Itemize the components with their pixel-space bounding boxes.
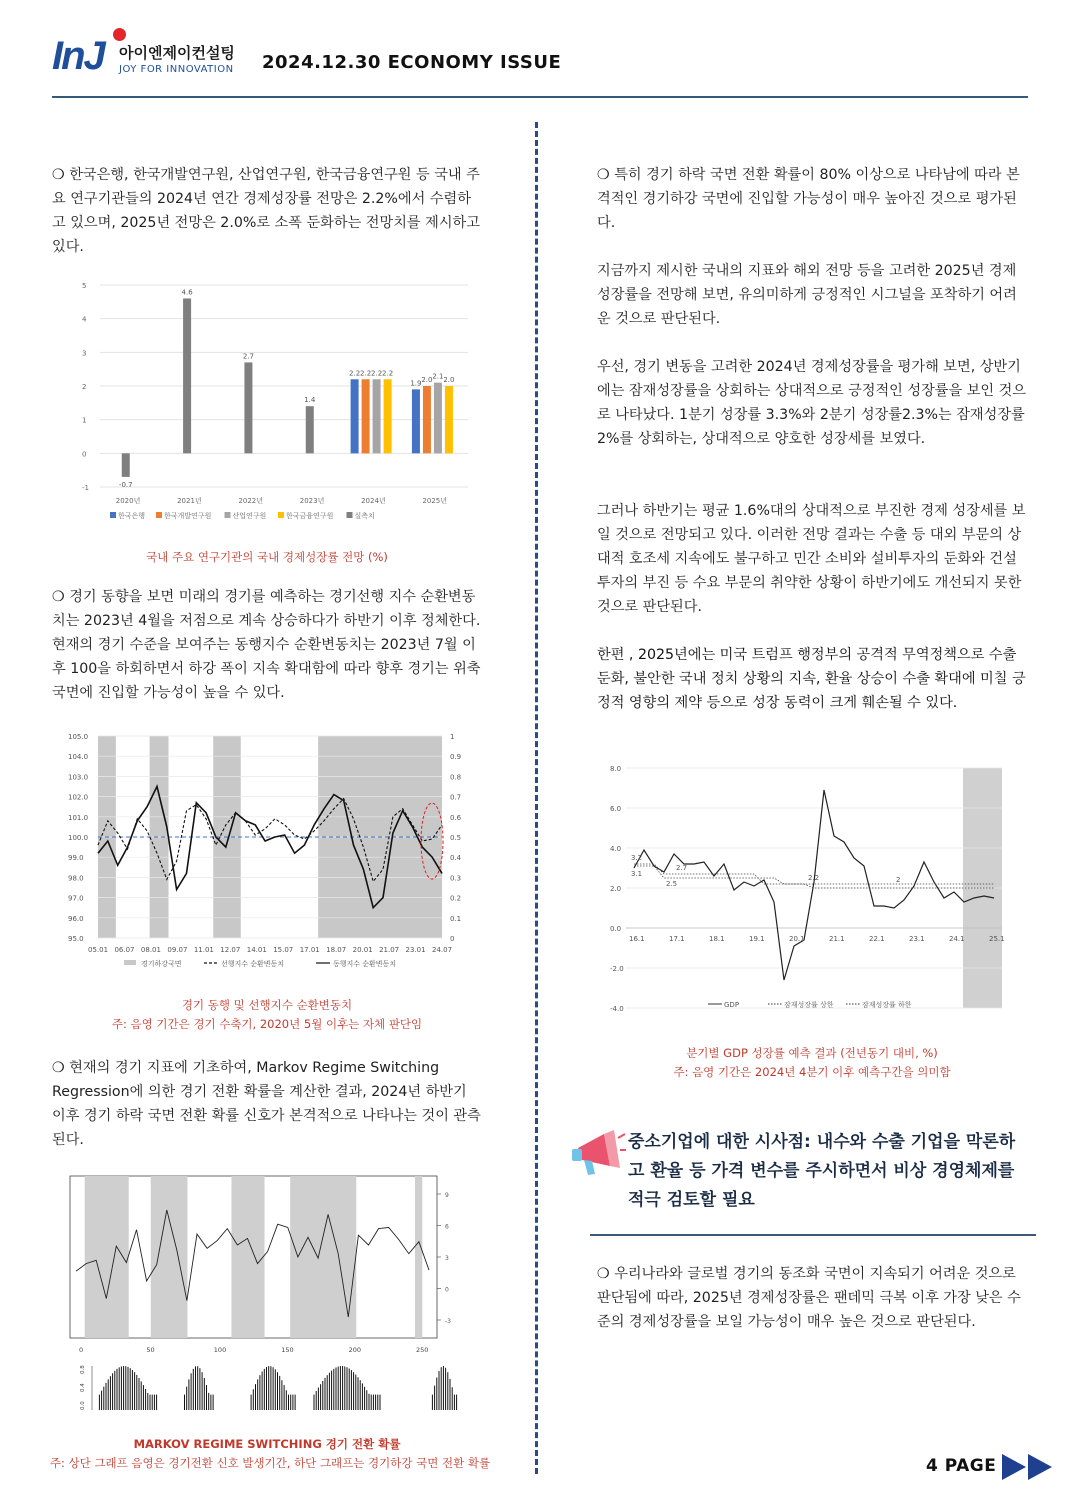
chart4-y-tick: 2.0 (610, 885, 622, 893)
right-paragraph-6: ❍ 우리나라와 글로벌 경기의 동조화 국면이 지속되기 어려운 것으로 판단됨에 따라, 2025년 경제성장률은 팬데믹 극복 이후 가장 낮은 수준의 경제성장률을 보일 가능성이 매우 높은 것으로 판단된다. (597, 1266, 1021, 1330)
chart1-y-tick: 2 (82, 383, 87, 391)
header-divider (52, 96, 1028, 98)
chart1-legend-label: 한국은행 (118, 512, 146, 520)
chart1-bar (183, 298, 191, 453)
right-paragraph-3: 우선, 경기 변동을 고려한 2024년 경제성장률을 평가해 보면, 상반기에는 잠재성장률을 상회하는 상대적으로 긍정적인 성장률을 보인 것으로 나타났다. 1분기 성장률 3.3%와 2분기 성장률2.3%는 잠재성장률 2%를 상회하는, 상대적으로 양호한 성장세를 보였다. (597, 359, 1027, 447)
chart1-bar (122, 453, 130, 477)
chart2-legend-label: 경기하강국면 (141, 960, 182, 968)
chart2-y-right-tick: 0 (450, 935, 455, 943)
chart2-legend (124, 959, 396, 968)
chart2-x-tick: 09.07 (167, 946, 188, 954)
chart1-y-tick: 1 (82, 416, 87, 425)
chart2-x-tick: 24.07 (432, 946, 453, 954)
chart2-y-right-tick: 1 (450, 733, 455, 741)
chart2-y-left-tick: 98.0 (68, 874, 84, 883)
chart2-x-tick: 06.07 (114, 946, 135, 954)
page-number: 4 PAGE (926, 1456, 997, 1476)
chart1-bar (384, 379, 392, 453)
chart1-legend-label: 실측치 (354, 512, 375, 520)
chart4-y-tick: 8.0 (610, 765, 622, 773)
chart1-legend-swatch (156, 512, 162, 518)
company-logo: InJ (52, 34, 104, 78)
growth-forecast-bar-chart (70, 275, 470, 525)
chart2-y-right-tick: 0.6 (450, 813, 462, 822)
markov-y-tick: 6 (445, 1223, 449, 1231)
chart1-data-label: 2.2 (360, 369, 372, 378)
chart1-legend-label: 한국금융연구원 (286, 512, 334, 520)
chart1-y-tick: -1 (82, 484, 89, 492)
chart2-x-tick: 20.01 (352, 946, 373, 954)
chart2-y-left-tick: 95.0 (68, 935, 84, 943)
chart2-y-left-tick: 96.0 (68, 914, 84, 923)
markov-signal-band (231, 1176, 264, 1338)
chart4-legend-label: GDP (724, 1001, 740, 1009)
chart2-y-left-tick: 105.0 (68, 733, 89, 741)
chart2-legend-label: 동행지수 순환변동치 (333, 960, 397, 968)
chart2-caption-title: 경기 동행 및 선행지수 순환변동치 (181, 998, 353, 1012)
right-paragraph-1: ❍ 특히 경기 하락 국면 전환 확률이 80% 이상으로 나타남에 따라 본격적인 경기하강 국면에 진입할 가능성이 매우 높아진 것으로 평가된다. (597, 167, 1020, 231)
chart2-x-tick: 12.07 (220, 946, 241, 954)
markov-regime-chart (62, 1170, 470, 1418)
chart4-y-tick: 0.0 (610, 925, 622, 933)
chart4-y-tick: -2.0 (610, 965, 624, 973)
chart1-data-label: -0.7 (118, 480, 133, 489)
chart2-x-tick: 18.07 (326, 946, 347, 954)
chart1-data-label: 2.0 (421, 376, 433, 384)
chart4-caption-note: 주: 음영 기간은 2024년 4분기 이후 예측구간을 의미함 (673, 1065, 951, 1079)
markov-bottom-y-tick: 0.4 (80, 1383, 86, 1392)
left-paragraph-1: ❍ 한국은행, 한국개발연구원, 산업연구원, 한국금융연구원 등 국내 주요 연구기관들의 2024년 연간 경제성장률 전망은 2.2%에서 수렴하고 있으며, 2025년 전망은 2.0%로 소폭 둔화하는 전망치를 제시하고 있다. (52, 167, 480, 255)
chart2-y-right-tick: 0.5 (450, 834, 462, 842)
chart2-y-right-tick: 0.3 (450, 874, 462, 883)
markov-x-tick: 50 (146, 1346, 155, 1354)
next-page-arrows-icon[interactable] (1002, 1452, 1054, 1482)
chart1-legend-swatch (347, 512, 353, 518)
chart2-y-left-tick: 99.0 (68, 854, 84, 863)
chart1-data-label: 1.9 (410, 379, 422, 388)
company-slogan: JOY FOR INNOVATION (119, 64, 234, 75)
chart1-legend-label: 산업연구원 (232, 512, 267, 520)
chart4-x-tick: 21.1 (829, 935, 845, 943)
chart4-annotation: 3.1 (631, 870, 643, 878)
chart1-x-tick: 2025년 (422, 497, 448, 505)
chart2-x-tick: 14.01 (246, 946, 267, 954)
chart2-x-tick: 11.01 (193, 946, 214, 954)
chart4-legend (708, 1000, 912, 1009)
markov-x-tick: 100 (213, 1346, 227, 1354)
chart4-y-tick: -4.0 (610, 1005, 624, 1013)
chart1-data-label: 2.1 (432, 372, 444, 381)
section-heading: 중소기업에 대한 시사점: 내수와 수출 기업을 막론하고 환율 등 가격 변수를 주시하면서 비상 경영체제를 적극 검토할 필요 (628, 1132, 1016, 1210)
right-paragraph-2: 지금까지 제시한 국내의 지표와 해외 전망 등을 고려한 2025년 경제성장률을 전망해 보면, 유의미하게 긍정적인 시그널을 포착하기 어려운 것으로 판단된다. (597, 263, 1017, 327)
chart4-x-tick: 24.1 (949, 935, 965, 943)
chart1-data-label: 2.0 (443, 376, 455, 384)
right-paragraph-5: 한편 , 2025년에는 미국 트럼프 행정부의 공격적 무역정책으로 수출 둔화, 불안한 국내 정치 상황의 지속, 환율 상승이 수출 확대에 미칠 긍정적 영향의 제약 등으로 성장 동력이 크게 훼손될 수 있다. (597, 647, 1026, 711)
chart2-x-tick: 23.01 (405, 946, 426, 954)
chart2-caption-note: 주: 음영 기간은 경기 수축기, 2020년 5월 이후는 자체 판단임 (111, 1017, 423, 1031)
chart2-x-tick: 08.01 (140, 946, 161, 954)
chart4-x-tick: 25.1 (989, 935, 1005, 943)
chart1-legend-label: 한국개발연구원 (164, 512, 212, 520)
chart2-legend-swatch (124, 960, 136, 965)
chart1-bar (412, 389, 420, 453)
megaphone-icon (570, 1128, 626, 1178)
chart1-bar (373, 379, 381, 453)
chart1-bar (244, 362, 252, 453)
column-divider (535, 122, 538, 1474)
markov-signal-band (415, 1176, 422, 1338)
chart1-y-tick: 4 (82, 315, 87, 324)
business-cycle-index-chart (64, 728, 474, 973)
left-paragraph-2: ❍ 경기 동향을 보면 미래의 경기를 예측하는 경기선행 지수 순환변동치는 2023년 4월을 저점으로 계속 상승하다가 하반기 이후 정체한다. 현재의 경기 수준을 보여주는 동행지수 순환변동치는 2023년 7월 이후 100을 하회하면서 하강 폭이 지속 확대함에 따라 향후 경기는 위축 국면에 진입할 가능성이 높을 수 있다. (52, 589, 481, 701)
chart1-legend-swatch (110, 512, 116, 518)
chart1-data-label: 2.2 (382, 369, 394, 378)
chart4-annotation: 2 (896, 876, 901, 884)
chart1-y-tick: 0 (82, 450, 87, 459)
chart2-y-right-tick: 0.2 (450, 894, 462, 903)
chart2-x-tick: 15.07 (273, 946, 294, 954)
chart2-y-left-tick: 100.0 (68, 834, 89, 842)
chart1-legend-swatch (225, 512, 231, 518)
chart1-data-label: 2.2 (349, 369, 361, 378)
markov-y-tick: -3 (445, 1318, 451, 1325)
chart2-y-right-tick: 0.1 (450, 914, 462, 923)
markov-signal-band (85, 1176, 129, 1338)
markov-bottom-y-tick: 0.0 (80, 1401, 86, 1410)
markov-x-tick: 150 (281, 1346, 294, 1354)
chart1-y-tick: 5 (82, 282, 87, 290)
chart4-legend-label: 잠재성장률 상한 (784, 1001, 834, 1009)
chart1-caption: 국내 주요 연구기관의 국내 경제성장률 전망 (%) (146, 550, 388, 564)
chart1-x-tick: 2023년 (299, 497, 325, 505)
issue-title: 2024.12.30 ECONOMY ISSUE (262, 52, 562, 73)
chart2-y-right-tick: 0.8 (450, 773, 462, 782)
chart1-data-label: 2.2 (371, 369, 383, 378)
chart4-annotation: 2.7 (676, 864, 688, 872)
chart2-y-left-tick: 104.0 (68, 753, 89, 762)
chart2-y-left-tick: 97.0 (68, 894, 84, 903)
chart4-annotation: 3.2 (631, 854, 643, 862)
chart4-x-tick: 20.1 (789, 935, 805, 943)
chart1-data-label: 1.4 (304, 396, 316, 405)
chart2-legend-label: 선행지수 순환변동치 (221, 960, 285, 968)
markov-y-tick: 3 (445, 1255, 449, 1262)
chart4-y-tick: 4.0 (610, 845, 622, 853)
markov-x-tick: 0 (79, 1346, 84, 1354)
company-name: 아이엔제이컨설팅 (119, 44, 235, 62)
chart1-bar (445, 386, 453, 453)
chart2-x-tick: 05.01 (88, 946, 109, 954)
chart1-bar (362, 379, 370, 453)
chart4-legend-label: 잠재성장률 하한 (862, 1001, 912, 1009)
markov-y-tick: 0 (445, 1286, 449, 1294)
chart4-x-tick: 19.1 (749, 935, 765, 943)
chart1-legend-swatch (278, 512, 284, 518)
logo-dot (113, 28, 126, 41)
chart1-bar (423, 386, 431, 453)
chart1-data-label: 2.7 (242, 352, 254, 361)
chart2-y-right-tick: 0.4 (450, 854, 462, 863)
chart1-bar (434, 383, 442, 454)
chart4-caption-title: 분기별 GDP 성장률 예측 결과 (전년동기 대비, %) (686, 1046, 938, 1060)
chart4-y-tick: 6.0 (610, 805, 622, 813)
chart2-y-left-tick: 103.0 (68, 773, 89, 782)
chart3-caption-title: MARKOV REGIME SWITCHING 경기 전환 확률 (133, 1437, 401, 1451)
chart1-x-tick: 2020년 (115, 497, 141, 505)
chart4-x-tick: 22.1 (869, 935, 885, 943)
chart4-x-tick: 17.1 (669, 935, 685, 943)
markov-signal-band (290, 1176, 356, 1338)
chart1-data-label: 4.6 (181, 288, 193, 297)
chart4-x-tick: 18.1 (709, 935, 725, 943)
chart3-caption-note: 주: 상단 그래프 음영은 경기전환 신호 발생기간, 하단 그래프는 경기하강 국면 전환 확률 (49, 1456, 491, 1470)
chart1-x-tick: 2024년 (361, 497, 386, 505)
chart1-bar (306, 406, 314, 453)
markov-bottom-y-tick: 0.8 (80, 1365, 86, 1374)
chart1-x-tick: 2021년 (177, 497, 202, 505)
gdp-forecast-chart (600, 758, 1020, 1016)
right-paragraph-4: 그러나 하반기는 평균 1.6%대의 상대적으로 부진한 경제 성장세를 보일 것으로 전망되고 있다. 이러한 전망 결과는 수출 등 대외 부문의 상대적 호조세 지속에도 불구하고 민간 소비와 설비투자의 둔화와 건설투자의 부진 등 수요 부문의 취약한 상황이 하반기에도 개선되지 못한 것으로 판단된다. (597, 503, 1026, 615)
chart1-y-tick: 3 (82, 349, 87, 358)
chart1-x-tick: 2022년 (238, 497, 264, 505)
chart2-x-tick: 21.07 (379, 946, 400, 954)
chart2-y-right-tick: 0.7 (450, 793, 462, 802)
markov-y-tick: 9 (445, 1192, 449, 1199)
chart2-y-left-tick: 101.0 (68, 813, 89, 822)
chart2-y-right-tick: 0.9 (450, 753, 462, 762)
chart2-y-left-tick: 102.0 (68, 793, 89, 802)
markov-signal-band (151, 1176, 188, 1338)
chart1-bar (351, 379, 359, 453)
section-divider (590, 1234, 1036, 1236)
left-paragraph-3: ❍ 현재의 경기 지표에 기초하여, Markov Regime Switching Regression에 의한 경기 전환 확률을 계산한 결과, 2024년 하반기 이후 경기 하락 국면 전환 확률 신호가 본격적으로 나타나는 것이 관측된다. (52, 1060, 481, 1148)
chart4-annotation: 2.2 (808, 874, 820, 882)
chart4-x-tick: 23.1 (909, 935, 925, 943)
markov-x-tick: 250 (416, 1346, 429, 1354)
chart2-x-tick: 17.01 (299, 946, 320, 954)
markov-x-tick: 200 (348, 1346, 362, 1354)
chart4-x-tick: 16.1 (629, 935, 645, 943)
chart4-annotation: 2.5 (666, 880, 678, 888)
